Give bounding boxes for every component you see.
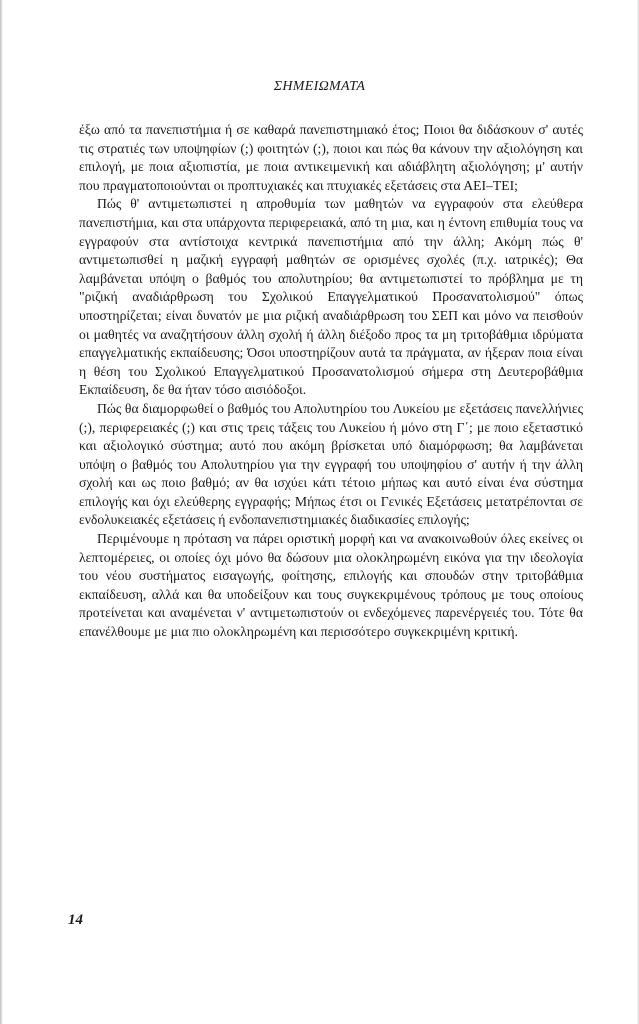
paragraph-1: έξω από τα πανεπιστήμια ή σε καθαρά πανεπιστημιακό έτος; Ποιοι θα διδάσκουν σ' αυτές τις στρατιές των υποψηφίων (;) φοιτητών (;), ποιοι και πώς θα κάνουν την αξιολόγηση και επιλογή, με ποια αξιοπιστία, με ποια αντικειμενική και αδιάβλητη αξιολόγηση; μ' αυτήν που πραγματοποιούνται οι προπτυχιακές και πτυχιακές εξετάσεις στα ΑΕΙ–ΤΕΙ; [79,122,583,193]
body-text [79,121,583,642]
page-number: 14 [68,912,83,928]
paragraph-2: Πώς θ' αντιμετωπιστεί η απροθυμία των μαθητών να εγγραφούν στα ελεύθερα πανεπιστήμια, και στα υπάρχοντα περιφερειακά, από τη μια, και η έντονη επιθυμία τους να εγγραφούν στα αντίστοιχα κεντρικά πανεπιστήμια από την άλλη; Ακόμη πώς θ' αντιμετωπισθεί η μαζική εγγραφή μαθητών σε ορισμένες σχολές (π.χ. ιατρικές); Θα λαμβάνεται υπόψη ο βαθμός του απολυτηρίου; θα αντιμετωπιστεί το πρόβλημα με τη "ριζική αναδιάρθρωση του Σχολικού Επαγγελματικού Προσανατολισμού" όπως υποστηρίζεται; είναι δυνατόν με μια ριζική αναδιάρθρωση του ΣΕΠ και μόνο να πεισθούν οι μαθητές να αναζητήσουν άλλη σχολή ή άλλη διέξοδο προς τα μη τριτοβάθμια ιδρύματα επαγγελματικής εκπαίδευσης; Όσοι υποστηρίζουν αυτά τα πράγματα, αν ήξεραν ποια είναι η θέση του Σχολικού Επαγγελματικού Προσανατολισμού σήμερα στη Δευτεροβάθμια Εκπαίδευση, δε θα ήταν τόσο αισιόδοξοι. [79,196,583,398]
paragraph-3: Πώς θα διαμορφωθεί ο βαθμός του Απολυτηρίου του Λυκείου με εξετάσεις πανελλήνιες (;), περιφερειακές (;) και στις τρεις τάξεις του Λυκείου ή μόνο στη Γ΄; με ποιο εξεταστικό και αξιολογικό σύστημα; αυτό που ακόμη βρίσκεται υπό διαμόρφωση; θα λαμβάνεται υπόψη ο βαθμός του Απολυτηρίου για την εγγραφή του υποψηφίου σ' αυτήν ή την άλλη σχολή και ως ποιο βαθμό; αν θα ισχύει κάτι τέτοιο μήπως και αυτό είναι ένα σύστημα επιλογής και όχι ελεύθερης εγγραφής; Μήπως έτσι οι Γενικές Εξετάσεις μετατρέπονται σε ενδολυκειακές εξετάσεις ή ενδοπανεπιστημιακές διαδικασίες επιλογής; [79,400,583,528]
page-edge-shadow-left [0,0,3,1024]
running-header: ΣΗΜΕΙΩΜΑΤΑ [273,79,366,94]
paragraph-4: Περιμένουμε η πρόταση να πάρει οριστική μορφή και να ανακοινωθούν όλες εκείνες οι λεπτομέρειες, οι οποίες όχι μόνο θα δώσουν μια ολοκληρωμένη εικόνα για την ιδεολογία του νέου συστήματος εισαγωγής, φοίτησης, επιλογής και σπουδών στην τριτοβάθμια εκπαίδευση, αλλά και θα υποδείξουν και τους συγκεκριμένους τρόπους με τους οποίους προτείνεται και αναμένεται ν' αντιμετωπιστούν οι ενδεχόμενες παρενέργειές του. Τότε θα επανέλθουμε με μια πιο ολοκληρωμένη και περισσότερο συγκεκριμένη κριτική. [79,531,583,640]
